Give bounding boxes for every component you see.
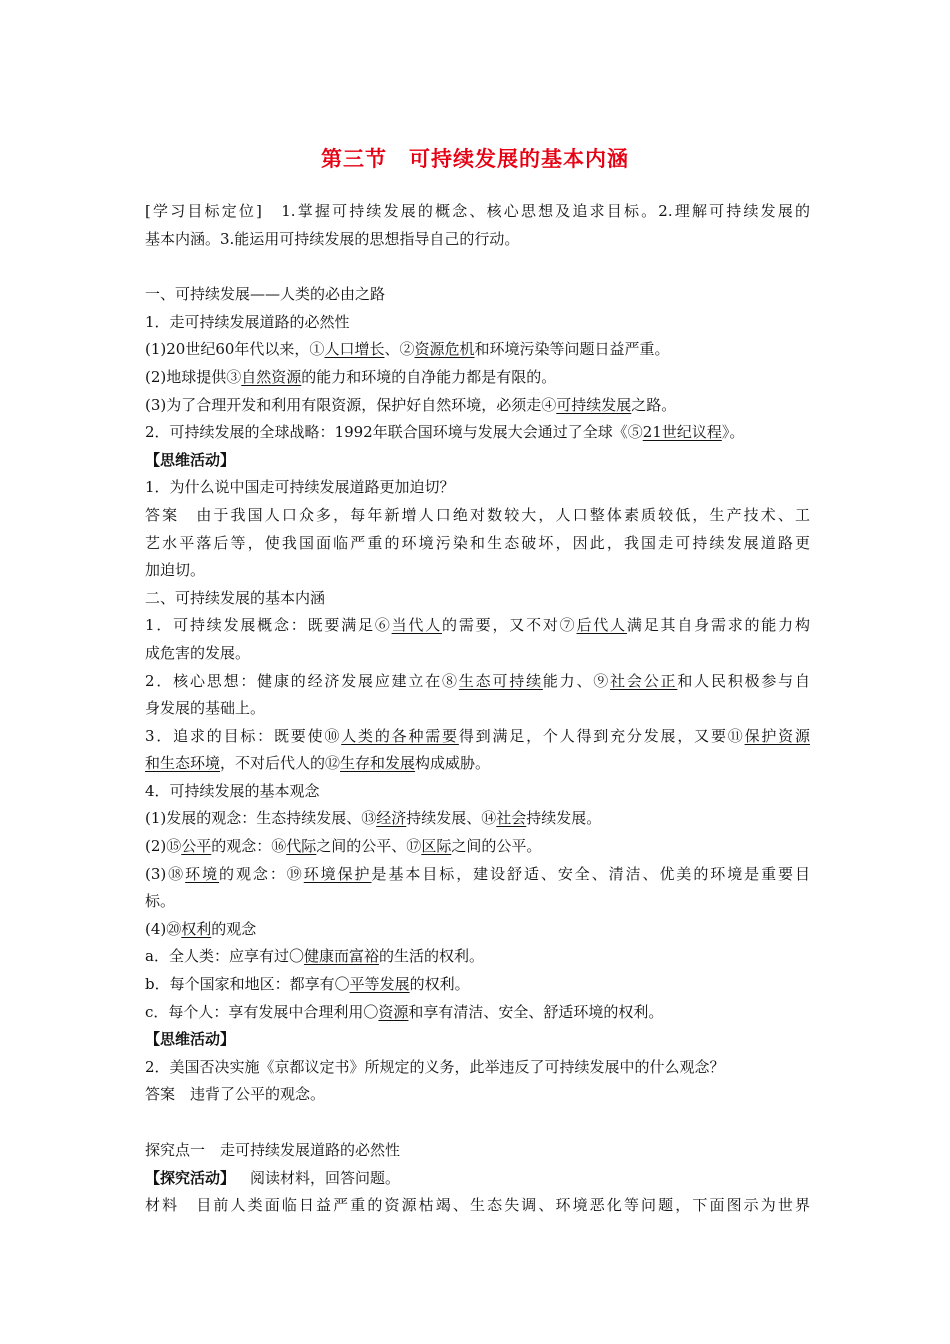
blank-answer: 可持续发展 [556,395,632,414]
blank-answer: 生存和发展 [340,754,416,773]
blank-answer: 资源危机 [414,340,475,359]
view-rights: (4)⑳权利的观念 [145,919,257,938]
objectives-line-1: [学习目标定位] 1.掌握可持续发展的概念、核心思想及追求目标。2.理解可持续发展的 [145,202,810,220]
section1-item-1-3: (3)为了合理开发和利用有限资源，保护好自然环境，必须走④可持续发展之路。 [145,395,677,414]
view-environment-line-2: 标。 [145,892,176,911]
blank-answer: 环境 [185,864,220,883]
blank-answer: 人类的各种需要 [341,726,459,745]
activity-question: 2．美国否决实施《京都议定书》所规定的义务，此举违反了可持续发展中的什么观念？ [145,1057,725,1076]
rights-item-c: c．每个人：享有发展中合理利用〇资源和享有清洁、安全、舒适环境的权利。 [145,1002,664,1021]
page-title: 第三节 可持续发展的基本内涵 [321,147,629,171]
concept-line-2: 成危害的发展。 [145,643,251,662]
blank-answer: 权利 [181,919,212,938]
blank-answer: 区际 [421,837,452,856]
view-environment-line-1: (3)⑱环境的观念：⑲环境保护是基本目标，建设舒适、安全、清洁、优美的环境是重要目 [145,864,810,883]
blank-answer: 健康而富裕 [303,947,379,966]
blank-answer: 后代人 [576,616,627,635]
document-body [145,198,810,1220]
explore-activity-label: 【探究活动】 [145,1168,236,1187]
blank-answer: 社会公正 [610,671,678,690]
rights-item-a: a．全人类：应享有过〇健康而富裕的生活的权利。 [145,947,484,966]
section1-heading: 一、可持续发展——人类的必由之路 [145,285,386,304]
blank-answer: 平等发展 [349,975,410,994]
activity-answer-line-1: 答案 由于我国人口众多，每年新增人口绝对数较大，人口整体素质较低，生产技术、工 [145,505,810,524]
blank-answer: 生态可持续 [458,671,543,690]
explore-activity: 【探究活动】 阅读材料，回答问题。 [145,1168,401,1187]
activity-label: 【思维活动】 [145,1030,236,1049]
view-fairness: (2)⑮公平的观念：⑯代际之间的公平、⑰区际之间的公平。 [145,837,542,856]
activity-answer-line-3: 加迫切。 [145,561,206,580]
section1-item-2: 2．可持续发展的全球战略：1992年联合国环境与发展大会通过了全球《⑤21世纪议程》。 [145,423,745,442]
blank-answer: 代际 [286,837,317,856]
basic-views-heading: 4．可持续发展的基本观念 [145,781,320,800]
blank-answer: 人口增长 [324,340,385,359]
explore-heading: 探究点一 走可持续发展道路的必然性 [145,1141,401,1159]
section1-item-1-1: (1)20世纪60年代以来，①人口增长、②资源危机和环境污染等问题日益严重。 [145,340,670,359]
blank-answer: 环境保护 [303,864,372,883]
rights-item-b: b．每个国家和地区：都享有〇平等发展的权利。 [145,975,470,994]
core-idea-line-2: 身发展的基础上。 [145,699,266,718]
section2-heading: 二、可持续发展的基本内涵 [145,588,326,607]
explore-material: 材料 目前人类面临日益严重的资源枯竭、生态失调、环境恶化等问题，下面图示为世界 [145,1196,810,1215]
blank-answer: 自然资源 [241,367,302,386]
blank-answer: 21世纪议程 [642,423,722,442]
blank-answer: 经济 [376,809,407,828]
objectives-line-2: 基本内涵。3.能运用可持续发展的思想指导自己的行动。 [145,229,520,248]
goal-line-1: 3．追求的目标：既要使⑩人类的各种需要得到满足，个人得到充分发展，又要⑪保护资源 [145,726,810,745]
view-development: (1)发展的观念：生态持续发展、⑬经济持续发展、⑭社会持续发展。 [145,809,602,828]
goal-line-2: 和生态环境，不对后代人的⑫生存和发展构成威胁。 [145,754,491,773]
blank-answer: 保护资源 [744,726,810,745]
section1-item-1: 1．走可持续发展道路的必然性 [145,312,350,331]
activity-label: 【思维活动】 [145,450,236,469]
activity-answer: 答案 违背了公平的观念。 [145,1085,326,1104]
blank-answer: 当代人 [391,616,443,635]
blank-answer: 社会 [496,809,527,828]
blank-answer: 资源 [378,1002,409,1021]
core-idea-line-1: 2．核心思想：健康的经济发展应建立在⑧生态可持续能力、⑨社会公正和人民积极参与自 [145,671,810,690]
activity-question: 1．为什么说中国走可持续发展道路更加迫切？ [145,478,455,497]
blank-answer: 和生态环境 [145,754,221,773]
blank-answer: 公平 [181,837,212,856]
section1-item-1-2: (2)地球提供③自然资源的能力和环境的自净能力都是有限的。 [145,367,557,386]
concept-line-1: 1．可持续发展概念：既要满足⑥当代人的需要，又不对⑦后代人满足其自身需求的能力构 [145,616,810,635]
activity-answer-line-2: 艺水平落后等，使我国面临严重的环境污染和生态破坏，因此，我国走可持续发展道路更 [145,533,810,552]
